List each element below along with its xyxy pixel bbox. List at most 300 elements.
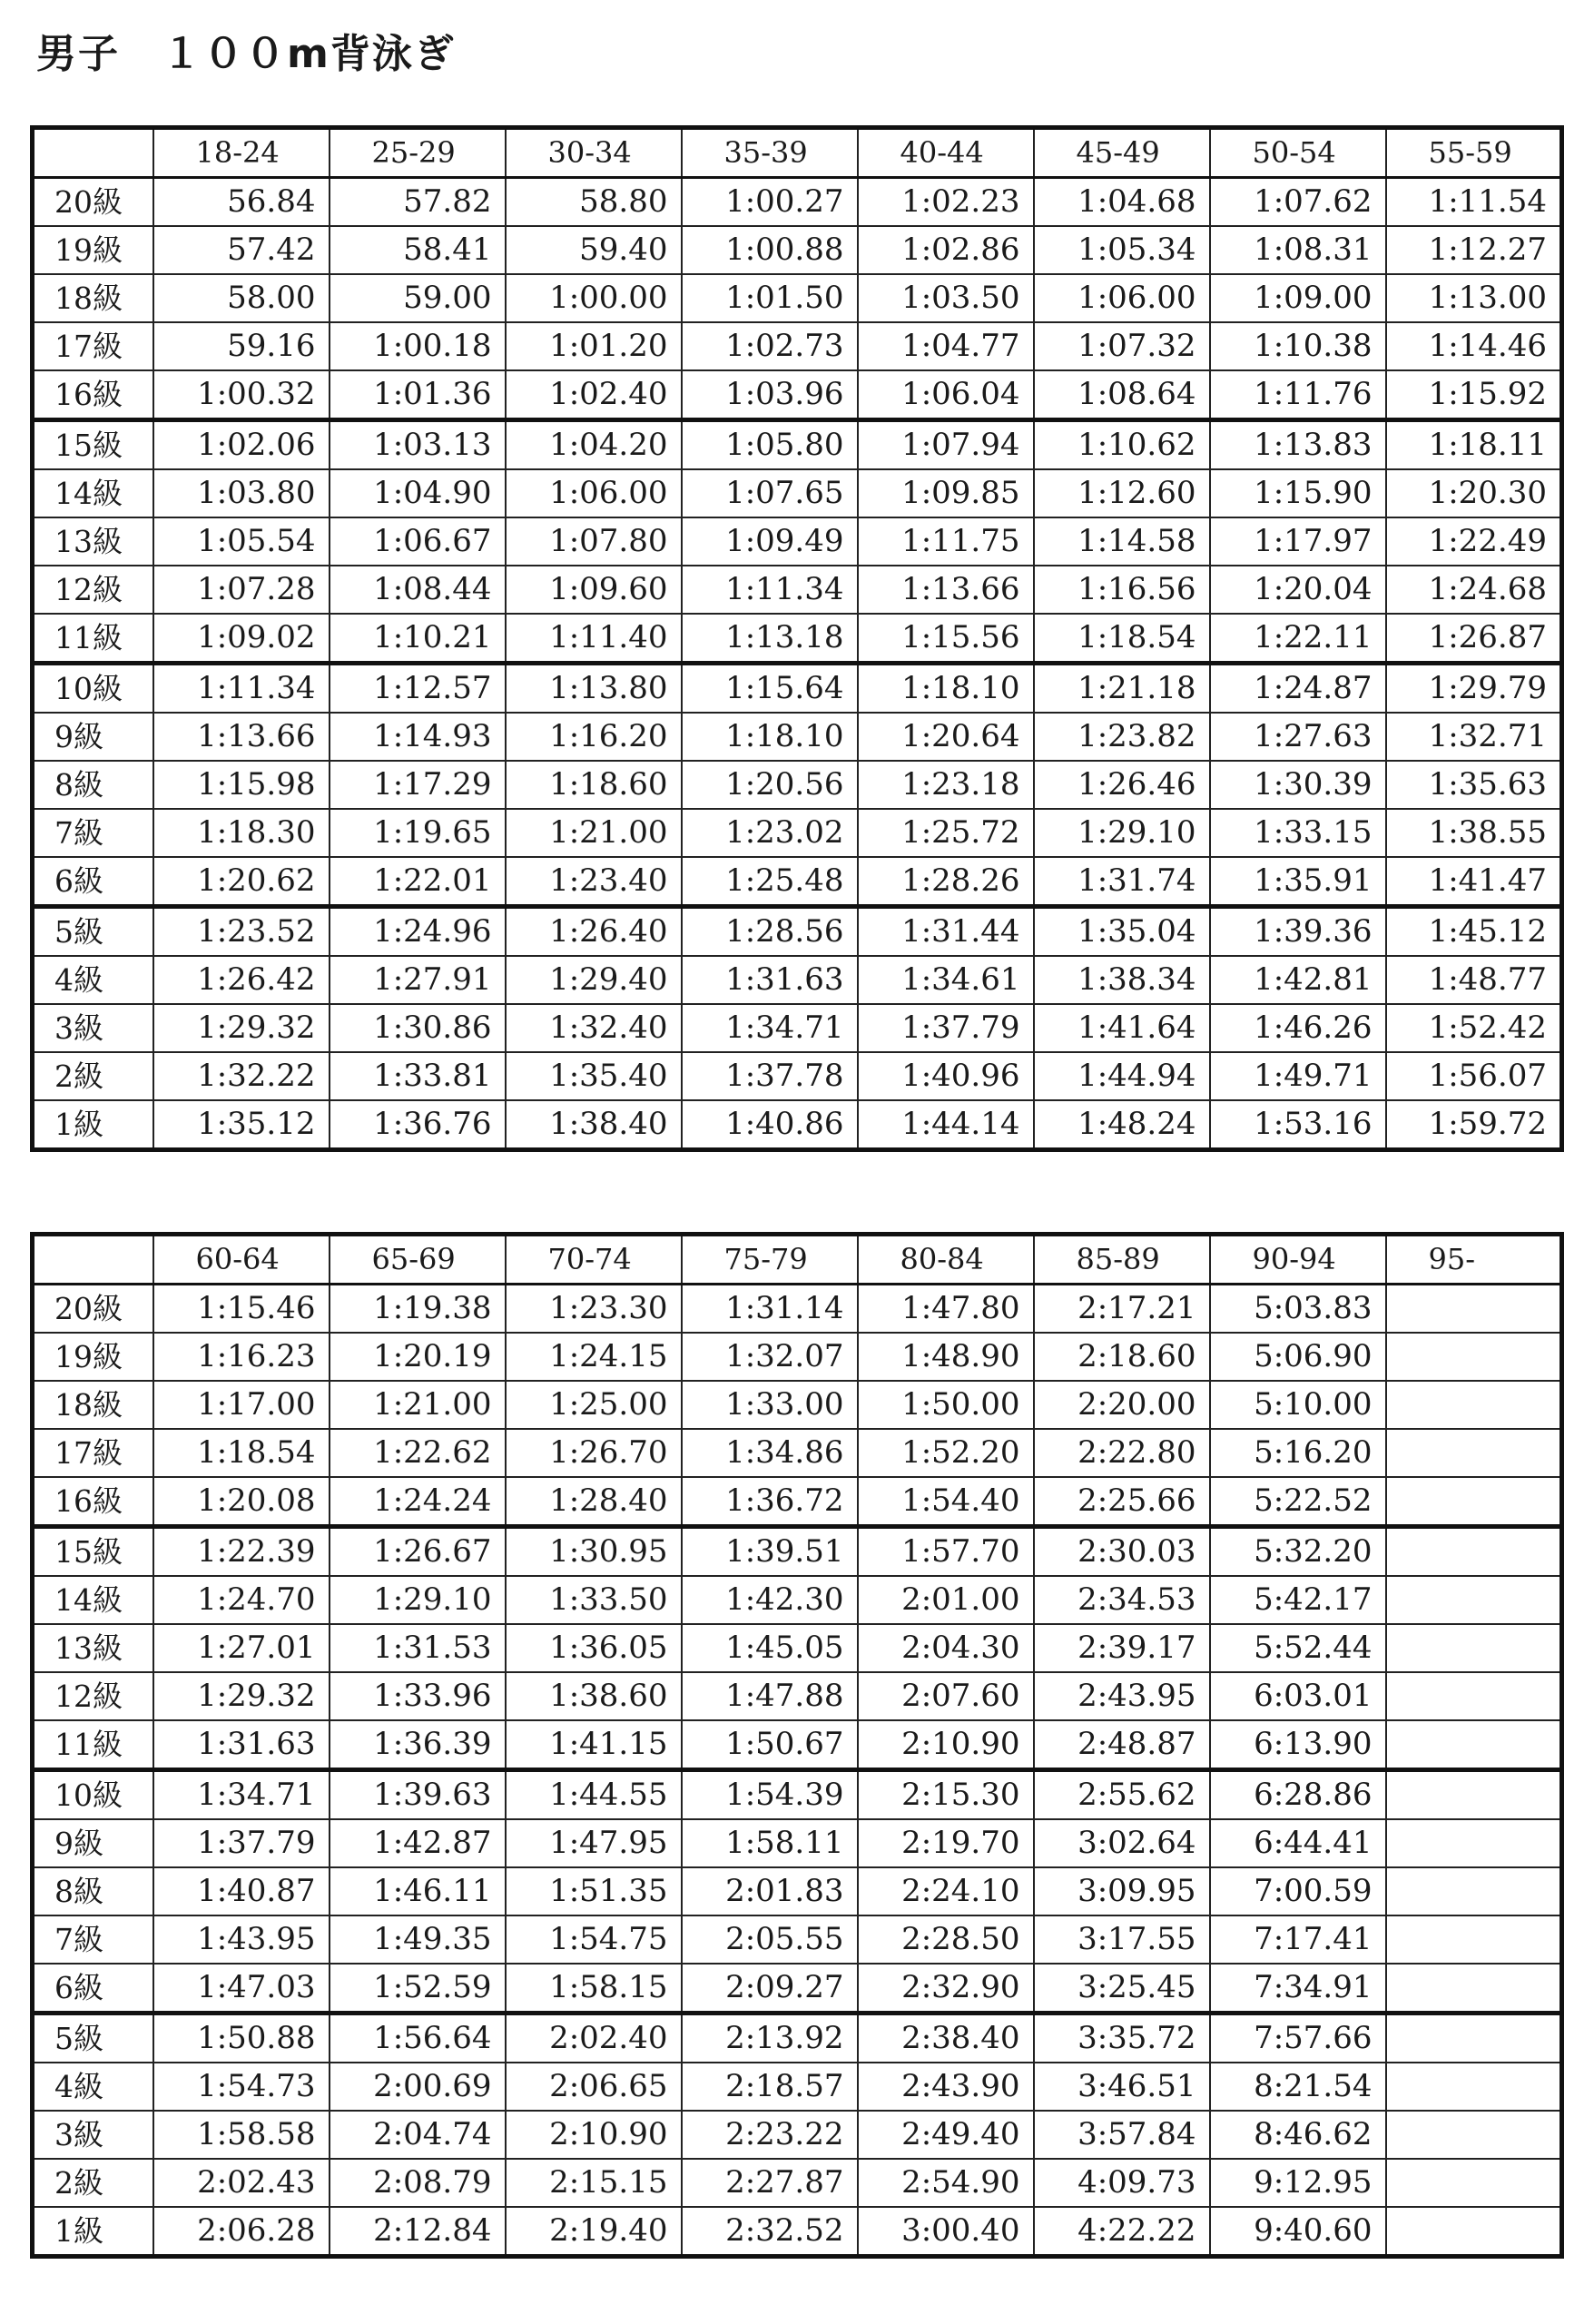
table-row [33,664,1562,714]
time-cell: 1:42.30 [682,1576,858,1624]
time-cell: 1:41.47 [1386,857,1562,907]
time-cell: 1:15.92 [1386,370,1562,420]
time-cell: 1:31.14 [682,1285,858,1334]
time-cell: 1:26.40 [506,907,682,957]
time-cell: 1:16.56 [1034,566,1210,614]
time-cell: 1:39.63 [330,1770,506,1820]
grade-label: 13級 [33,1624,153,1672]
time-cell: 1:06.00 [506,469,682,517]
grade-label: 6級 [33,1964,153,2014]
table-row [33,1285,1562,1334]
time-cell: 1:07.32 [1034,322,1210,370]
age-group-header: 75-79 [682,1235,858,1285]
time-cell: 5:03.83 [1210,1285,1386,1334]
time-cell: 2:13.92 [682,2014,858,2063]
time-cell: 1:03.50 [858,274,1034,322]
time-cell: 2:25.66 [1034,1477,1210,1527]
time-cell: 59.00 [330,274,506,322]
table-row [33,566,1562,614]
time-cell: 1:44.94 [1034,1052,1210,1100]
time-cell: 1:58.58 [153,2111,330,2159]
time-cell: 1:00.00 [506,274,682,322]
time-cell: 2:01.00 [858,1576,1034,1624]
corner-cell [33,128,153,178]
time-cell: 1:26.46 [1034,761,1210,809]
time-cell: 1:07.62 [1210,178,1386,227]
age-group-header: 30-34 [506,128,682,178]
time-cell: 2:04.74 [330,2111,506,2159]
time-cell: 2:17.21 [1034,1285,1210,1334]
grade-label: 16級 [33,370,153,420]
time-cell: 1:27.63 [1210,713,1386,761]
time-cell: 6:28.86 [1210,1770,1386,1820]
time-cell: 1:25.00 [506,1381,682,1429]
time-cell: 1:11.54 [1386,178,1562,227]
time-cell: 1:33.81 [330,1052,506,1100]
time-cell: 1:48.77 [1386,956,1562,1004]
time-cell: 1:01.20 [506,322,682,370]
time-cell: 1:23.52 [153,907,330,957]
time-cell: 1:35.12 [153,1100,330,1150]
grade-label: 14級 [33,1576,153,1624]
time-cell: 1:09.60 [506,566,682,614]
time-cell: 1:13.18 [682,614,858,664]
time-cell: 5:10.00 [1210,1381,1386,1429]
table-row [33,1576,1562,1624]
time-cell: 5:42.17 [1210,1576,1386,1624]
time-cell: 2:27.87 [682,2159,858,2207]
time-cell: 1:11.34 [153,664,330,714]
time-cell: 6:13.90 [1210,1720,1386,1770]
time-cell: 1:04.77 [858,322,1034,370]
time-cell: 1:45.05 [682,1624,858,1672]
time-cell: 1:24.68 [1386,566,1562,614]
time-cell: 1:14.46 [1386,322,1562,370]
time-cell: 1:34.71 [682,1004,858,1052]
table-row [33,1867,1562,1915]
time-cell: 1:40.87 [153,1867,330,1915]
time-cell: 1:34.61 [858,956,1034,1004]
time-cell: 1:52.42 [1386,1004,1562,1052]
time-cell: 2:20.00 [1034,1381,1210,1429]
time-cell: 1:36.39 [330,1720,506,1770]
time-cell: 1:23.18 [858,761,1034,809]
time-cell: 1:02.86 [858,226,1034,274]
time-cell: 1:35.63 [1386,761,1562,809]
time-cell: 1:16.23 [153,1333,330,1381]
time-cell: 1:26.87 [1386,614,1562,664]
time-cell: 1:29.10 [1034,809,1210,857]
time-cell: 1:50.00 [858,1381,1034,1429]
time-cell: 1:58.11 [682,1819,858,1867]
time-cell: 1:05.54 [153,517,330,566]
time-cell: 1:13.83 [1210,420,1386,470]
grade-label: 6級 [33,857,153,907]
time-cell: 2:10.90 [506,2111,682,2159]
table-row [33,907,1562,957]
time-cell: 2:39.17 [1034,1624,1210,1672]
age-group-header: 55-59 [1386,128,1562,178]
age-group-header: 18-24 [153,128,330,178]
table-row [33,1624,1562,1672]
grade-label: 10級 [33,664,153,714]
time-cell: 1:47.88 [682,1672,858,1720]
time-cell: 1:44.14 [858,1100,1034,1150]
time-cell: 1:29.32 [153,1004,330,1052]
table-row [33,809,1562,857]
time-cell: 1:31.44 [858,907,1034,957]
time-cell: 1:37.79 [858,1004,1034,1052]
time-cell: 1:18.10 [682,713,858,761]
time-cell: 1:46.26 [1210,1004,1386,1052]
time-cell: 1:49.71 [1210,1052,1386,1100]
grade-label: 16級 [33,1477,153,1527]
grade-label: 5級 [33,907,153,957]
table-row [33,420,1562,470]
table-row [33,1527,1562,1577]
grade-label: 13級 [33,517,153,566]
time-cell: 1:22.01 [330,857,506,907]
time-cell: 1:47.80 [858,1285,1034,1334]
corner-cell [33,1235,153,1285]
time-cell: 1:23.02 [682,809,858,857]
time-cell: 1:49.35 [330,1915,506,1964]
table-row [33,1100,1562,1150]
time-cell: 1:50.67 [682,1720,858,1770]
time-cell: 2:09.27 [682,1964,858,2014]
time-cell: 1:51.35 [506,1867,682,1915]
time-cell: 1:24.87 [1210,664,1386,714]
time-cell: 1:02.73 [682,322,858,370]
time-cell: 1:12.27 [1386,226,1562,274]
grade-label: 15級 [33,420,153,470]
empty-cell [1386,1624,1562,1672]
table-row [33,1381,1562,1429]
time-cell: 1:34.71 [153,1770,330,1820]
empty-cell [1386,1527,1562,1577]
time-cell: 1:18.30 [153,809,330,857]
grade-label: 4級 [33,2063,153,2111]
table-row [33,614,1562,664]
time-cell: 1:45.12 [1386,907,1562,957]
time-cell: 56.84 [153,178,330,227]
time-cell: 2:19.70 [858,1819,1034,1867]
time-cell: 1:38.34 [1034,956,1210,1004]
time-cell: 1:04.20 [506,420,682,470]
time-cell: 1:30.95 [506,1527,682,1577]
time-cell: 1:54.40 [858,1477,1034,1527]
age-group-header: 80-84 [858,1235,1034,1285]
time-cell: 2:18.60 [1034,1333,1210,1381]
empty-cell [1386,1672,1562,1720]
table-row [33,713,1562,761]
table-row [33,1964,1562,2014]
time-cell: 1:10.62 [1034,420,1210,470]
time-cell: 1:05.80 [682,420,858,470]
time-cell: 1:40.96 [858,1052,1034,1100]
time-cell: 2:10.90 [858,1720,1034,1770]
table-row [33,370,1562,420]
time-cell: 1:56.07 [1386,1052,1562,1100]
time-cell: 1:33.00 [682,1381,858,1429]
time-cell: 1:53.16 [1210,1100,1386,1150]
time-cell: 1:46.11 [330,1867,506,1915]
time-cell: 1:24.70 [153,1576,330,1624]
time-cell: 3:00.40 [858,2207,1034,2257]
time-cell: 1:06.04 [858,370,1034,420]
time-cell: 2:06.28 [153,2207,330,2257]
time-cell: 8:21.54 [1210,2063,1386,2111]
time-cell: 2:08.79 [330,2159,506,2207]
time-cell: 1:06.67 [330,517,506,566]
time-cell: 1:07.94 [858,420,1034,470]
time-cell: 2:01.83 [682,1867,858,1915]
time-cell: 1:28.40 [506,1477,682,1527]
time-cell: 2:32.52 [682,2207,858,2257]
empty-cell [1386,2159,1562,2207]
time-cell: 1:21.00 [506,809,682,857]
age-group-header: 35-39 [682,128,858,178]
time-cell: 1:15.56 [858,614,1034,664]
table-row [33,1333,1562,1381]
time-cell: 1:50.88 [153,2014,330,2063]
time-cell: 1:01.36 [330,370,506,420]
grade-label: 11級 [33,614,153,664]
time-cell: 1:20.64 [858,713,1034,761]
time-cell: 1:20.30 [1386,469,1562,517]
time-cell: 1:09.00 [1210,274,1386,322]
time-cell: 1:32.40 [506,1004,682,1052]
table-row [33,1915,1562,1964]
grade-label: 19級 [33,226,153,274]
time-cell: 1:32.71 [1386,713,1562,761]
time-standards-table-18-59 [30,125,1564,1152]
time-cell: 2:04.30 [858,1624,1034,1672]
age-group-header: 65-69 [330,1235,506,1285]
empty-cell [1386,1576,1562,1624]
table-row [33,1720,1562,1770]
empty-cell [1386,1477,1562,1527]
time-cell: 3:17.55 [1034,1915,1210,1964]
time-cell: 1:01.50 [682,274,858,322]
time-cell: 1:03.80 [153,469,330,517]
time-cell: 6:44.41 [1210,1819,1386,1867]
time-cell: 1:20.08 [153,1477,330,1527]
time-cell: 1:13.66 [858,566,1034,614]
grade-label: 11級 [33,1720,153,1770]
time-cell: 1:22.11 [1210,614,1386,664]
time-cell: 9:40.60 [1210,2207,1386,2257]
time-cell: 2:02.40 [506,2014,682,2063]
grade-label: 7級 [33,809,153,857]
time-cell: 1:18.60 [506,761,682,809]
time-cell: 1:25.48 [682,857,858,907]
time-cell: 1:47.95 [506,1819,682,1867]
time-cell: 2:43.95 [1034,1672,1210,1720]
time-cell: 1:13.00 [1386,274,1562,322]
empty-cell [1386,1720,1562,1770]
time-cell: 5:22.52 [1210,1477,1386,1527]
grade-label: 17級 [33,1429,153,1477]
time-cell: 1:31.74 [1034,857,1210,907]
time-cell: 1:09.49 [682,517,858,566]
empty-cell [1386,1333,1562,1381]
table-row [33,274,1562,322]
empty-cell [1386,2207,1562,2257]
time-cell: 1:22.62 [330,1429,506,1477]
time-cell: 1:20.62 [153,857,330,907]
empty-cell [1386,1770,1562,1820]
time-cell: 1:08.31 [1210,226,1386,274]
grade-label: 2級 [33,2159,153,2207]
table-row [33,2014,1562,2063]
time-cell: 1:40.86 [682,1100,858,1150]
time-cell: 2:12.84 [330,2207,506,2257]
time-cell: 1:03.96 [682,370,858,420]
time-cell: 1:00.32 [153,370,330,420]
time-cell: 1:17.97 [1210,517,1386,566]
time-cell: 5:06.90 [1210,1333,1386,1381]
time-cell: 2:32.90 [858,1964,1034,2014]
time-cell: 1:16.20 [506,713,682,761]
time-cell: 1:19.38 [330,1285,506,1334]
time-cell: 1:04.68 [1034,178,1210,227]
time-cell: 1:06.00 [1034,274,1210,322]
time-cell: 4:22.22 [1034,2207,1210,2257]
table-row [33,2111,1562,2159]
time-cell: 1:34.86 [682,1429,858,1477]
age-group-header: 95- [1386,1235,1562,1285]
grade-label: 9級 [33,713,153,761]
time-cell: 1:09.85 [858,469,1034,517]
empty-cell [1386,2063,1562,2111]
grade-label: 8級 [33,761,153,809]
table-row [33,1770,1562,1820]
time-cell: 1:17.29 [330,761,506,809]
table-row [33,2063,1562,2111]
grade-label: 18級 [33,1381,153,1429]
grade-label: 14級 [33,469,153,517]
time-cell: 1:48.90 [858,1333,1034,1381]
empty-cell [1386,1381,1562,1429]
time-cell: 1:30.86 [330,1004,506,1052]
grade-label: 20級 [33,1285,153,1334]
time-cell: 1:23.82 [1034,713,1210,761]
time-cell: 58.41 [330,226,506,274]
time-cell: 2:43.90 [858,2063,1034,2111]
grade-label: 8級 [33,1867,153,1915]
time-cell: 2:06.65 [506,2063,682,2111]
time-cell: 1:07.80 [506,517,682,566]
table-row [33,1819,1562,1867]
table-row [33,1672,1562,1720]
time-cell: 58.00 [153,274,330,322]
time-cell: 7:34.91 [1210,1964,1386,2014]
time-cell: 1:13.66 [153,713,330,761]
time-cell: 2:23.22 [682,2111,858,2159]
age-group-header: 45-49 [1034,128,1210,178]
page-title: 男子 １００m背泳ぎ [36,31,456,77]
time-cell: 1:38.55 [1386,809,1562,857]
time-cell: 1:38.60 [506,1672,682,1720]
time-cell: 1:57.70 [858,1527,1034,1577]
time-cell: 9:12.95 [1210,2159,1386,2207]
table-row [33,1477,1562,1527]
time-cell: 1:13.80 [506,664,682,714]
table-row [33,956,1562,1004]
grade-label: 12級 [33,1672,153,1720]
time-cell: 1:14.58 [1034,517,1210,566]
header-row [33,128,1562,178]
time-cell: 1:10.21 [330,614,506,664]
time-cell: 1:15.64 [682,664,858,714]
empty-cell [1386,1964,1562,2014]
time-cell: 1:32.07 [682,1333,858,1381]
time-cell: 2:55.62 [1034,1770,1210,1820]
table-row [33,178,1562,227]
time-cell: 59.16 [153,322,330,370]
time-cell: 1:27.91 [330,956,506,1004]
time-cell: 2:49.40 [858,2111,1034,2159]
time-cell: 1:00.88 [682,226,858,274]
time-cell: 1:24.24 [330,1477,506,1527]
time-cell: 1:02.23 [858,178,1034,227]
time-cell: 1:05.34 [1034,226,1210,274]
time-cell: 1:18.54 [153,1429,330,1477]
time-cell: 2:19.40 [506,2207,682,2257]
time-cell: 1:14.93 [330,713,506,761]
table-row [33,469,1562,517]
time-cell: 1:11.75 [858,517,1034,566]
time-cell: 2:15.15 [506,2159,682,2207]
time-cell: 1:56.64 [330,2014,506,2063]
grade-label: 3級 [33,1004,153,1052]
time-cell: 1:21.18 [1034,664,1210,714]
time-cell: 1:23.40 [506,857,682,907]
time-cell: 1:36.72 [682,1477,858,1527]
time-cell: 1:33.50 [506,1576,682,1624]
grade-label: 20級 [33,178,153,227]
time-cell: 1:28.56 [682,907,858,957]
empty-cell [1386,2111,1562,2159]
time-cell: 1:36.05 [506,1624,682,1672]
grade-label: 12級 [33,566,153,614]
grade-label: 1級 [33,2207,153,2257]
time-cell: 1:33.96 [330,1672,506,1720]
time-cell: 1:59.72 [1386,1100,1562,1150]
time-cell: 1:15.90 [1210,469,1386,517]
age-group-header: 90-94 [1210,1235,1386,1285]
time-cell: 1:12.60 [1034,469,1210,517]
grade-label: 17級 [33,322,153,370]
time-cell: 1:37.78 [682,1052,858,1100]
time-standards-table-60-plus [30,1232,1564,2259]
time-cell: 2:24.10 [858,1867,1034,1915]
time-cell: 1:44.55 [506,1770,682,1820]
time-cell: 5:32.20 [1210,1527,1386,1577]
time-cell: 1:32.22 [153,1052,330,1100]
time-cell: 7:57.66 [1210,2014,1386,2063]
time-cell: 1:12.57 [330,664,506,714]
time-cell: 2:34.53 [1034,1576,1210,1624]
empty-cell [1386,2014,1562,2063]
time-cell: 1:09.02 [153,614,330,664]
time-cell: 1:27.01 [153,1624,330,1672]
time-cell: 1:26.70 [506,1429,682,1477]
age-group-header: 40-44 [858,128,1034,178]
table-row [33,1004,1562,1052]
time-cell: 1:26.67 [330,1527,506,1577]
